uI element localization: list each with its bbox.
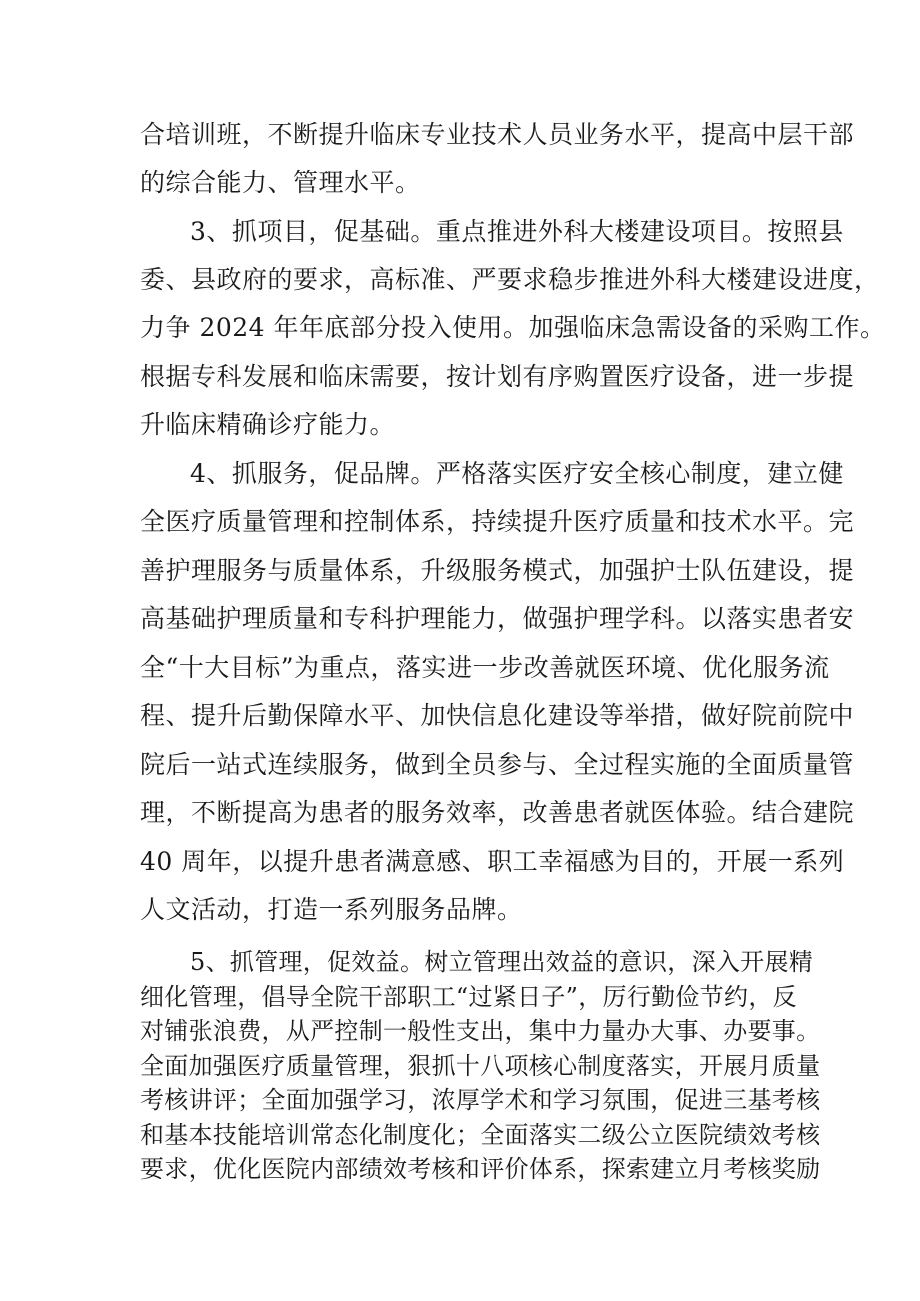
text-line: 对铺张浪费，从严控制一般性支出，集中力量办大事、办要事。	[140, 1017, 821, 1045]
paragraph-5-start: 5、抓管理，促效益。树立管理出效益的意识，深入开展精	[190, 948, 814, 976]
text-line: 力争 2024 年年底部分投入使用。加强临床急需设备的采购工作。	[140, 313, 886, 342]
text-line: 理，不断提高为患者的服务效率，改善患者就医体验。结合建院	[140, 798, 855, 827]
text-line: 要求，优化医院内部绩效考核和评价体系，探索建立月考核奖励	[140, 1155, 821, 1183]
text-line: 合培训班，不断提升临床专业技术人员业务水平，提高中层干部	[140, 120, 855, 149]
text-line: 委、县政府的要求，高标准、严要求稳步推进外科大楼建设进度，	[140, 265, 880, 294]
text-line: 高基础护理质量和专科护理能力，做强护理学科。以落实患者安	[140, 604, 855, 633]
text-line: 考核讲评；全面加强学习，浓厚学术和学习氛围，促进三基考核	[140, 1086, 821, 1114]
text-line: 全“十大目标”为重点，落实进一步改善就医环境、优化服务流	[140, 653, 830, 682]
text-line: 程、提升后勤保障水平、加快信息化建设等举措，做好院前院中	[140, 701, 855, 730]
text-line: 40 周年，以提升患者满意感、职工幸福感为目的，开展一系列	[140, 847, 845, 876]
paragraph-4-start: 4、抓服务，促品牌。严格落实医疗安全核心制度，建立健	[190, 459, 844, 488]
text-line: 人文活动，打造一系列服务品牌。	[140, 895, 523, 924]
text-line: 和基本技能培训常态化制度化；全面落实二级公立医院绩效考核	[140, 1121, 821, 1149]
text-line: 根据专科发展和临床需要，按计划有序购置医疗设备，进一步提	[140, 362, 855, 391]
text-line: 的综合能力、管理水平。	[140, 168, 421, 197]
text-line: 全面加强医疗质量管理，狠抓十八项核心制度落实，开展月质量	[140, 1052, 821, 1080]
text-line: 院后一站式连续服务，做到全员参与、全过程实施的全面质量管	[140, 750, 855, 779]
text-line: 善护理服务与质量体系，升级服务模式，加强护士队伍建设，提	[140, 556, 855, 585]
text-line: 全医疗质量管理和控制体系，持续提升医疗质量和技术水平。完	[140, 507, 855, 536]
text-line: 细化管理，倡导全院干部职工“过紧日子”，厉行勤俭节约，反	[140, 983, 797, 1011]
text-line: 升临床精确诊疗能力。	[140, 410, 396, 439]
paragraph-3-start: 3、抓项目，促基础。重点推进外科大楼建设项目。按照县	[190, 217, 844, 246]
